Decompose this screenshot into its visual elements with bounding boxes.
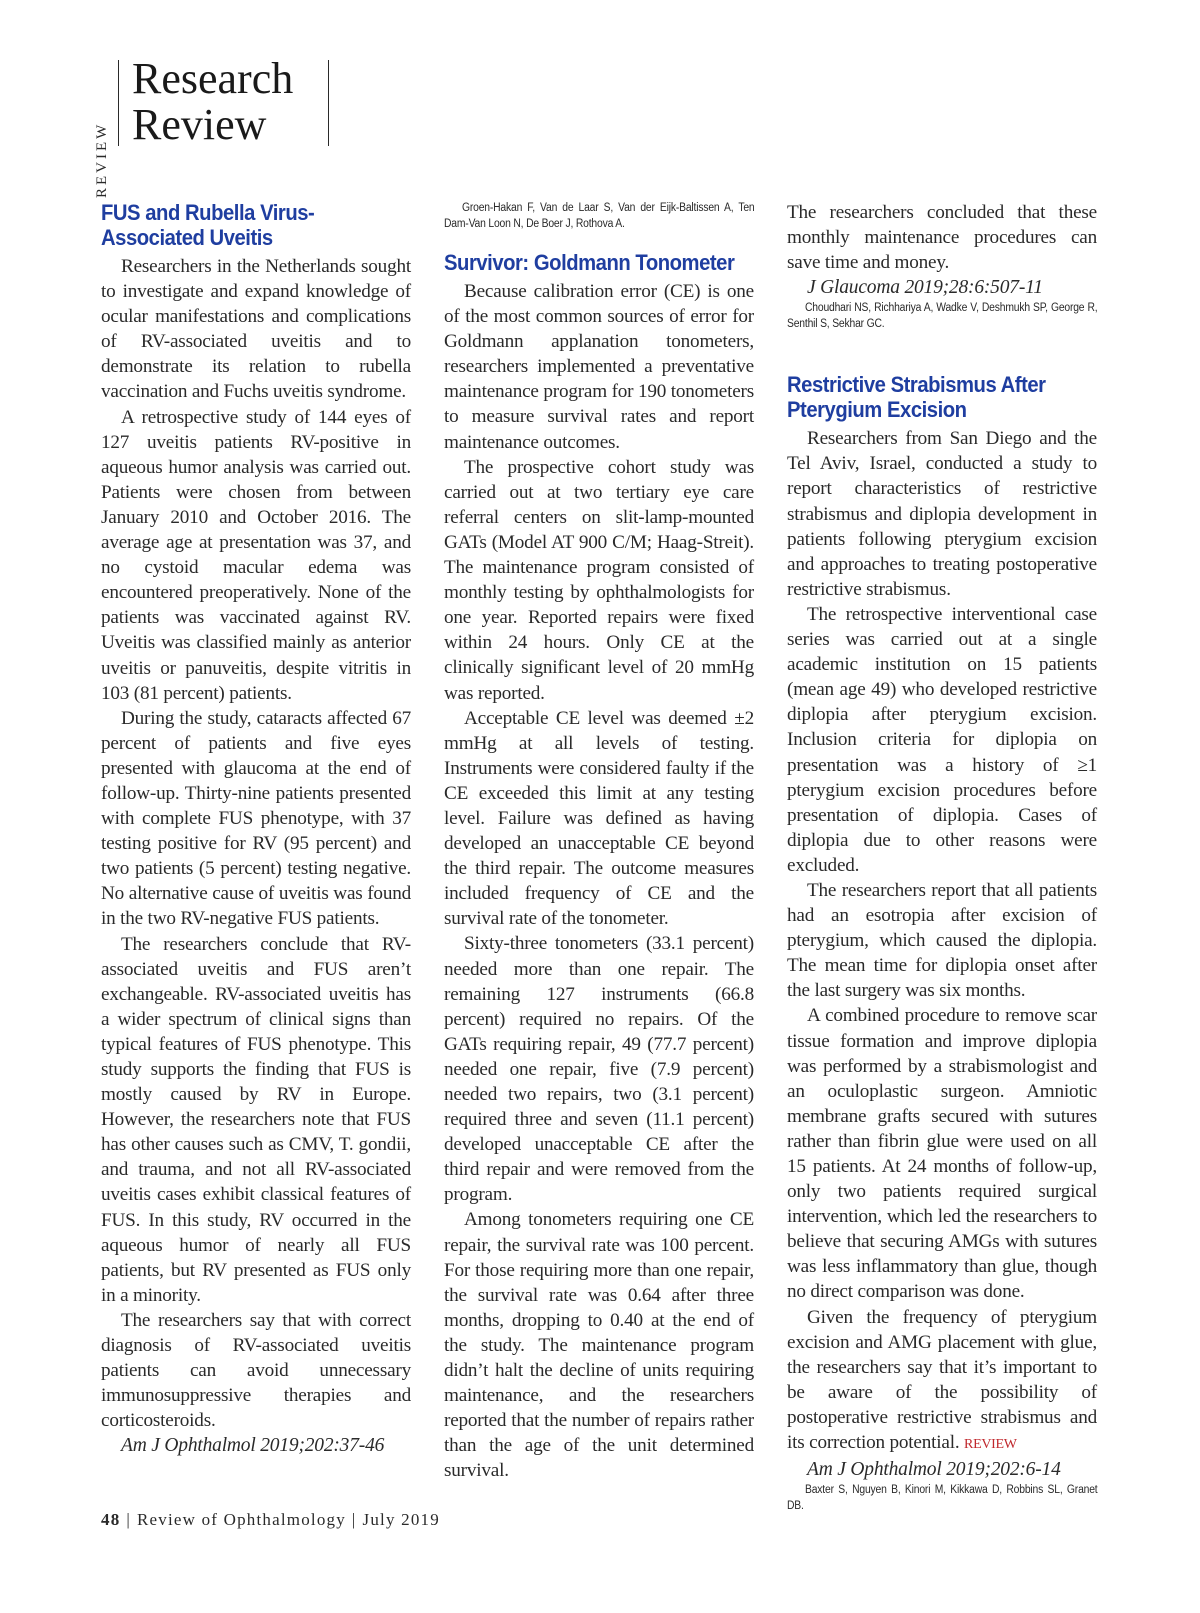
article2-authors: Choudhari NS, Richhariya A, Wadke V, Deshmukh SP, George R, Senthil S, Sekhar GC. bbox=[787, 302, 1098, 331]
publication-name: Review of Ophthalmology bbox=[137, 1510, 346, 1529]
article3-paragraph-text: Given the frequency of pterygium excision and AMG placement with glue, the researchers say that it’s important to be aware of the possibility of postoperative restrictive strabismus and its correction potential. bbox=[787, 1306, 1097, 1454]
review-end-mark: REVIEW bbox=[964, 1437, 1017, 1453]
article3-paragraph: The retrospective interventional case series was carried out at a single academic institution on 15 patients (mean age 49) who developed restrictive diplopia after pterygium excision. Inclusion criteria for diplopia on presentation was a history of ≥1 pterygium excision procedures before presentation of diplopia. Cases of diplopia due to other reasons were excluded. bbox=[787, 603, 1097, 876]
article2-paragraph: The researchers concluded that these monthly maintenance procedures can save time and money. bbox=[787, 202, 1097, 274]
section-title-line1: Research bbox=[132, 54, 294, 103]
page-number: 48 bbox=[101, 1510, 121, 1529]
column-2 bbox=[444, 200, 754, 1484]
article1-paragraph: The researchers conclude that RV-associated uveitis and FUS aren’t exchangeable. RV-associated uveitis has a wider spectrum of clinical signs than typical features of FUS phenotype. This study supports the finding that FUS is mostly caused by RV in Europe. However, the researchers note that FUS has other causes such as CMV, T. gondii, and trauma, and not all RV-associated uveitis cases exhibit classical features of FUS. In this study, RV occurred in the aqueous humor of nearly all FUS patients, but RV presented as FUS only in a minority. bbox=[101, 933, 411, 1306]
article2-paragraph: The prospective cohort study was carried out at two tertiary eye care referral centers on slit-lamp-mounted GATs (Model AT 900 C/M; Haag-Streit). The maintenance program consisted of monthly testing by ophthalmologists for one year. Reported repairs were fixed within 24 hours. Only CE at the clinically significant level of 20 mmHg was reported. bbox=[444, 456, 754, 704]
article2-paragraph: Among tonometers requiring one CE repair, the survival rate was 100 percent. For those requiring more than one repair, the survival rate was 0.64 after three months, dropping to 0.40 at the end of the study. The maintenance program didn’t halt the decline of units requiring maintenance, and the researchers reported that the number of repairs rather than the age of the unit determined survival. bbox=[444, 1209, 754, 1482]
article3-last-paragraph bbox=[787, 1305, 1097, 1458]
section-title bbox=[132, 56, 293, 148]
column-1 bbox=[101, 200, 411, 1458]
page-footer: 48 | Review of Ophthalmology | July 2019 bbox=[101, 1510, 440, 1529]
article1-paragraph: A retrospective study of 144 eyes of 127 uveitis patients RV-positive in aqueous humor analysis was carried out. Patients were chosen from between January 2010 and October 2016. The average age at presentation was 37, and no cystoid macular edema was encountered preoperatively. None of the patients was vaccinated against RV. Uveitis was classified mainly as anterior uveitis or panuveitis, despite vitritis in 103 (81 percent) patients. bbox=[101, 406, 411, 704]
article2-paragraph: Sixty-three tonometers (33.1 percent) needed more than one repair. The remaining 127 instruments (66.8 percent) required no repairs. Of the GATs requiring repair, 49 (77.7 percent) needed one repair, five (7.9 percent) needed two repairs, two (3.1 percent) required three and seven (11.1 percent) developed unacceptable CE after the third repair and were removed from the program. bbox=[444, 933, 754, 1206]
section-tag: REVIEW bbox=[94, 121, 110, 198]
masthead-divider-left bbox=[118, 60, 119, 146]
article3-paragraph: A combined procedure to remove scar tissue formation and improve diplopia was performed by a strabismologist and an oculoplastic surgeon. Amniotic membrane grafts secured with sutures rather than fibrin glue were used on all 15 patients. At 24 months of follow-up, only two patients required surgical intervention, which led the researchers to believe that securing AMGs with sutures was less inflammatory than glue, though no direct comparison was done. bbox=[787, 1005, 1097, 1303]
article1-citation: Am J Ophthalmol 2019;202:37-46 bbox=[121, 1435, 385, 1457]
article1-paragraph: During the study, cataracts affected 67 percent of patients and five eyes presented with glaucoma at the end of follow-up. Thirty-nine patients presented with complete FUS phenotype, with 37 testing positive for RV (95 percent) and two patients (5 percent) testing negative. No alternative cause of uveitis was found in the two RV-negative FUS patients. bbox=[101, 707, 411, 930]
article1-paragraph: Researchers in the Netherlands sought to investigate and expand knowledge of ocular manifestations and complications of RV-associated uveitis and to demonstrate its relation to rubella vaccination and Fuchs uveitis syndrome. bbox=[101, 256, 411, 403]
article1-paragraph: The researchers say that with correct diagnosis of RV-associated uveitis patients can avoid unnecessary immunosuppressive therapies and corticosteroids. bbox=[101, 1309, 411, 1432]
article3-title: Restrictive Strabismus After Pterygium Excision bbox=[787, 372, 1046, 423]
article3-paragraph: Researchers from San Diego and the Tel Aviv, Israel, conducted a study to report characteristics of restrictive strabismus and diplopia development in patients following pterygium excision and approaches to treating postoperative restrictive strabismus. bbox=[787, 428, 1097, 600]
issue-date: July 2019 bbox=[362, 1510, 440, 1529]
masthead-divider-right bbox=[328, 60, 329, 146]
article2-paragraph: Acceptable CE level was deemed ±2 mmHg at all levels of testing. Instruments were considered faulty if the CE exceeded this limit at any testing level. Failure was defined as having developed an unacceptable CE beyond the third repair. The outcome measures included frequency of CE and the survival rate of the tonometer. bbox=[444, 707, 754, 930]
article1-authors: Groen-Hakan F, Van de Laar S, Van der Eijk-Baltissen A, Ten Dam-Van Loon N, De Boer J, Rothova A. bbox=[444, 202, 755, 230]
column-3 bbox=[787, 200, 1097, 1514]
article3-authors: Baxter S, Nguyen B, Kinori M, Kikkawa D, Robbins SL, Granet DB. bbox=[787, 1484, 1098, 1513]
article3-citation: Am J Ophthalmol 2019;202:6-14 bbox=[807, 1459, 1061, 1481]
section-title-line2: Review bbox=[132, 100, 267, 149]
article2-paragraph: Because calibration error (CE) is one of the most common sources of error for Goldmann applanation tonometers, researchers implemented a preventative maintenance program for 190 tonometers to measure survival rates and report maintenance outcomes. bbox=[444, 281, 754, 453]
article2-title: Survivor: Goldmann Tonometer bbox=[444, 250, 735, 275]
article3-paragraph: The researchers report that all patients had an esotropia after excision of pterygium, which caused the diplopia. The mean time for diplopia onset after the last surgery was six months. bbox=[787, 879, 1097, 1002]
article2-citation: J Glaucoma 2019;28:6:507-11 bbox=[807, 277, 1043, 299]
article1-title: FUS and Rubella Virus-Associated Uveitis bbox=[101, 200, 315, 250]
